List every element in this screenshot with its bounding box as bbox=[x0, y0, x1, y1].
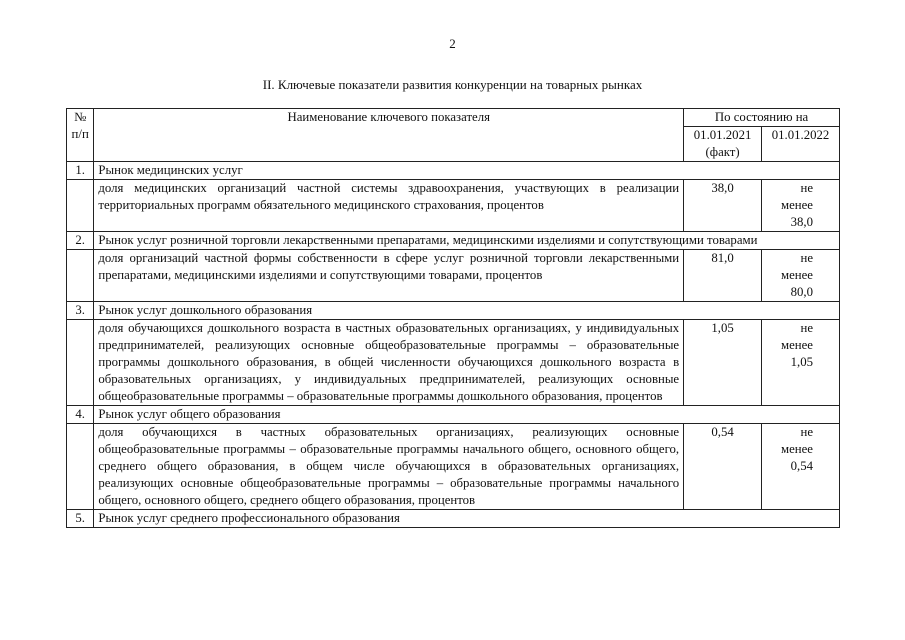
header-num: № п/п bbox=[67, 109, 94, 162]
header-date-plan: 01.01.2022 bbox=[762, 127, 840, 162]
indicator-num-cell bbox=[67, 250, 94, 302]
page-number: 2 bbox=[449, 36, 456, 51]
header-state: По состоянию на bbox=[684, 109, 840, 127]
section-row bbox=[67, 162, 840, 180]
indicator-target: не менее 38,0 bbox=[762, 180, 840, 232]
indicator-name: доля медицинских организаций частной системы здравоохранения, участвующих в реализации территориальных программ обязательного медицинского страхования, процентов bbox=[94, 180, 684, 232]
indicator-target: не менее 1,05 bbox=[762, 320, 840, 406]
section-title-cell: Рынок услуг среднего профессионального образования bbox=[94, 510, 840, 528]
indicator-num-cell bbox=[67, 180, 94, 232]
indicator-name: доля организаций частной формы собственности в сфере услуг розничной торговли лекарственными препаратами, медицинскими изделиями и сопутствующими товарами, процентов bbox=[94, 250, 684, 302]
indicator-row bbox=[67, 424, 840, 510]
section-title-cell: Рынок медицинских услуг bbox=[94, 162, 840, 180]
indicator-fact: 81,0 bbox=[684, 250, 762, 302]
section-row bbox=[67, 406, 840, 424]
indicator-num-cell bbox=[67, 424, 94, 510]
indicator-row bbox=[67, 250, 840, 302]
indicator-target: не менее 80,0 bbox=[762, 250, 840, 302]
section-title: II. Ключевые показатели развития конкуренции на товарных рынках bbox=[262, 77, 643, 92]
section-row bbox=[67, 232, 840, 250]
indicator-num-cell bbox=[67, 320, 94, 406]
section-num: 3. bbox=[67, 302, 94, 320]
indicator-name: доля обучающихся в частных образовательных организациях, реализующих основные общеобразовательные программы – образовательные программы начального общего, основного общего, среднего общего образования, в общем числе обучающихся в образовательных организациях, реализующих основные общеобразовательные программы – образовательные программы начального общего, основного общего, среднего общего образования, процентов bbox=[94, 424, 684, 510]
section-num: 4. bbox=[67, 406, 94, 424]
section-row bbox=[67, 510, 840, 528]
section-title-cell: Рынок услуг розничной торговли лекарственными препаратами, медицинскими изделиями и сопутствующими товарами bbox=[94, 232, 840, 250]
header-row bbox=[67, 109, 840, 127]
header-name: Наименование ключевого показателя bbox=[94, 109, 684, 162]
section-num: 1. bbox=[67, 162, 94, 180]
indicator-target: не менее 0,54 bbox=[762, 424, 840, 510]
section-title-cell: Рынок услуг общего образования bbox=[94, 406, 840, 424]
indicator-row bbox=[67, 320, 840, 406]
kpi-table bbox=[66, 108, 840, 528]
indicator-fact: 38,0 bbox=[684, 180, 762, 232]
indicator-fact: 0,54 bbox=[684, 424, 762, 510]
header-date-fact: 01.01.2021 (факт) bbox=[684, 127, 762, 162]
section-title-cell: Рынок услуг дошкольного образования bbox=[94, 302, 840, 320]
indicator-row bbox=[67, 180, 840, 232]
section-row bbox=[67, 302, 840, 320]
section-num: 5. bbox=[67, 510, 94, 528]
indicator-fact: 1,05 bbox=[684, 320, 762, 406]
section-num: 2. bbox=[67, 232, 94, 250]
indicator-name: доля обучающихся дошкольного возраста в частных образовательных организациях, у индивидуальных предпринимателей, реализующих основные общеобразовательные программы – образовательные программы дошкольного образования, в общей численности обучающихся дошкольного возраста в образовательных организациях, у индивидуальных предпринимателей, реализующих основные общеобразовательные программы – образовательные программы дошкольного образования, процентов bbox=[94, 320, 684, 406]
